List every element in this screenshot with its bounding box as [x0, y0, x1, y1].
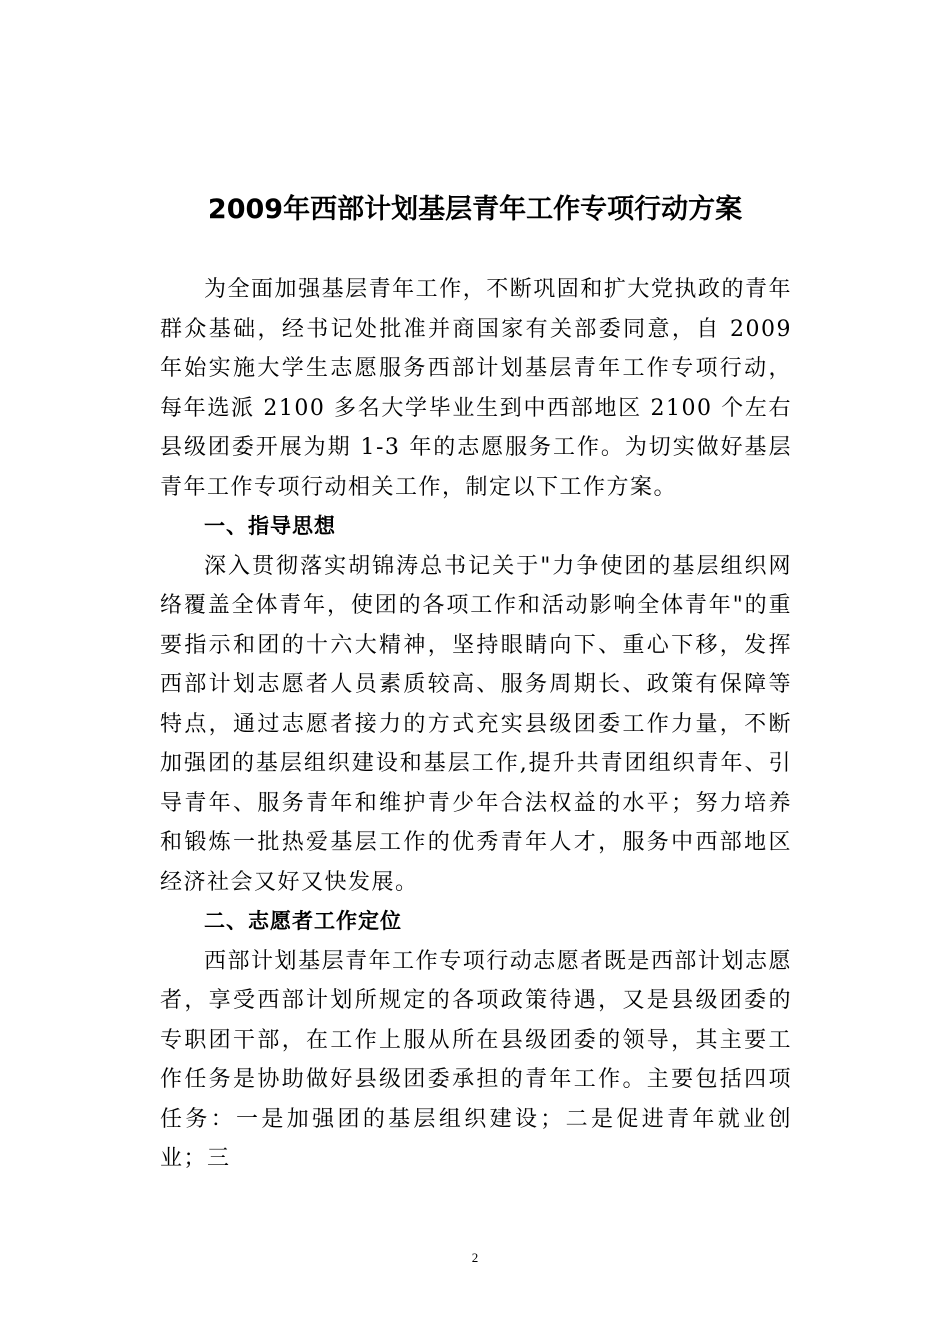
document-title: 2009年西部计划基层青年工作专项行动方案 [207, 194, 743, 225]
section-heading-guiding-ideology: 一、指导思想 [204, 514, 336, 538]
page-number: 2 [471, 1250, 479, 1265]
document-body [160, 270, 792, 1179]
section-body-guiding-ideology: 深入贯彻落实胡锦涛总书记关于"力争使团的基层组织网络覆盖全体青年，使团的各项工作和活动影响全体青年"的重要指示和团的十六大精神，坚持眼睛向下、重心下移，发挥西部计划志愿者人员素质较高、服务周期长、政策有保障等特点，通过志愿者接力的方式充实县级团委工作力量，不断加强团的基层组织建设和基层工作,提升共青团组织青年、引导青年、服务青年和维护青少年合法权益的水平；努力培养和锻炼一批热爱基层工作的优秀青年人才，服务中西部地区经济社会又好又快发展。 [160, 553, 792, 895]
section-heading-volunteer-role: 二、志愿者工作定位 [204, 909, 402, 933]
section-body-volunteer-role: 西部计划基层青年工作专项行动志愿者既是西部计划志愿者，享受西部计划所规定的各项政策待遇，又是县级团委的专职团干部，在工作上服从所在县级团委的领导，其主要工作任务是协助做好县级团委承担的青年工作。主要包括四项任务：一是加强团的基层组织建设；二是促进青年就业创业；三 [160, 948, 792, 1171]
intro-paragraph: 为全面加强基层青年工作，不断巩固和扩大党执政的青年群众基础，经书记处批准并商国家有关部委同意，自 2009 年始实施大学生志愿服务西部计划基层青年工作专项行动，每年选派 2100 多名大学毕业生到中西部地区 2100 个左右县级团委开展为期 1-3 年的志愿服务工作。为切实做好基层青年工作专项行动相关工作，制定以下工作方案。 [160, 277, 792, 500]
